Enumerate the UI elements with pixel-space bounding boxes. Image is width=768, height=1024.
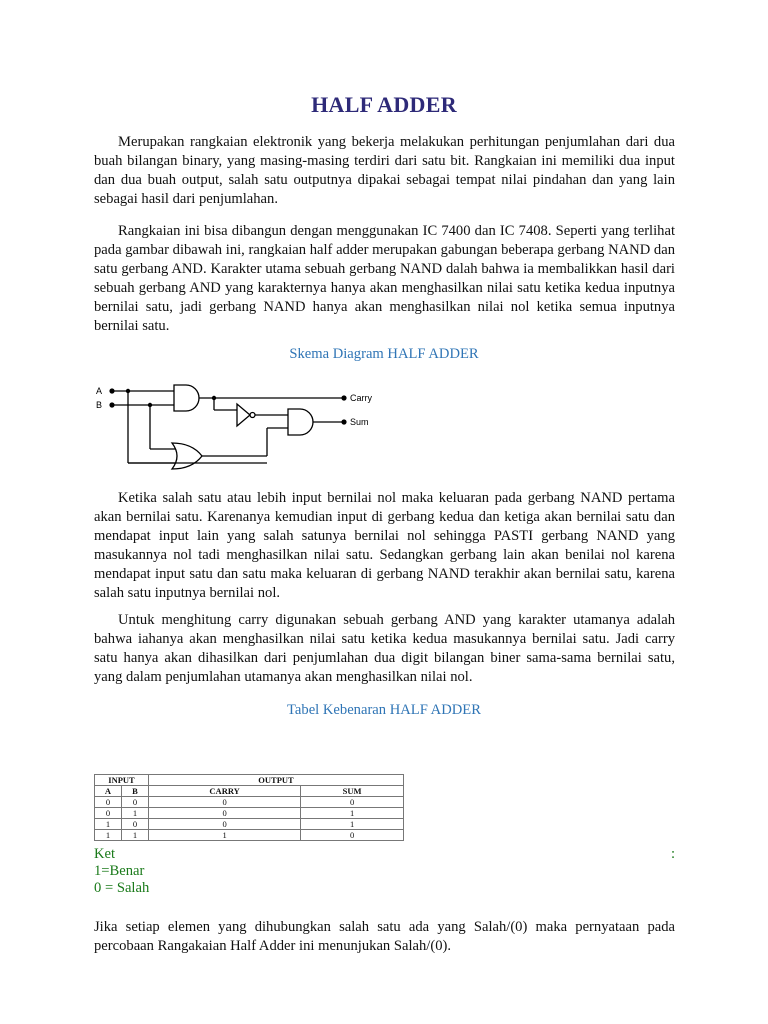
table-row: 1 1 1 0 [95, 830, 404, 841]
or-gate [172, 443, 202, 469]
label-sum: Sum [350, 417, 369, 427]
table-caption: Tabel Kebenaran HALF ADDER [287, 702, 481, 718]
table-row: 0 1 0 1 [95, 808, 404, 819]
truth-table [94, 774, 404, 841]
node-b [109, 402, 114, 407]
col-b: B [122, 786, 149, 797]
header-output: OUTPUT [149, 775, 404, 786]
col-a: A [95, 786, 122, 797]
table-row: 0 0 0 0 [95, 797, 404, 808]
legend-colon: : [670, 846, 675, 862]
label-a: A [96, 386, 103, 396]
and-gate-top [174, 385, 199, 411]
paragraph-ic: Rangkaian ini bisa dibangun dengan menggunakan IC 7400 dan IC 7408. Seperti yang terlihat pada gambar dibawah ini, rangkaian half adder merupakan gabungan beberapa gerbang NAND dan satu gerbang AND. Karakter utama sebuah gerbang NAND dalah bahwa ia membalikkan hasil dari sebuah gerbang AND yang karakternya hanya akan menghasilkan nilai satu ketika kedua inputnya bernilai satu, jadi gerbang NAND hanya akan menghasilkan nilai nol ketika semua inputnya bernilai satu. [94, 223, 675, 334]
diagram-caption: Skema Diagram HALF ADDER [289, 346, 479, 362]
paragraph-nand: Ketika salah satu atau lebih input bernilai nol maka keluaran pada gerbang NAND pertama akan bernilai satu. Karenanya kemudian input di gerbang kedua dan ketiga akan bernilai satu dan mendapat input lain yang salah satunya bernilai nol sehingga PASTI gerbang NAND yang masukannya nol tadi menghasilkan nilai satu. Sedangkan gerbang lain akan benilai nol karena mendapat input satu dan satu maka keluaran di gerbang NAND terakhir akan bernilai satu, karena salah satu inputnya bernilai nol. [94, 490, 675, 601]
col-sum: SUM [301, 786, 404, 797]
table-row: 1 0 0 1 [95, 819, 404, 830]
legend-benar: 1=Benar [94, 863, 145, 879]
header-input: INPUT [95, 775, 149, 786]
not-gate [237, 404, 250, 426]
node-a [109, 388, 114, 393]
legend [94, 846, 675, 897]
paragraph-carry: Untuk menghitung carry digunakan sebuah gerbang AND yang karakter utamanya adalah bahwa iahanya akan menghasilkan nilai satu ketika kedua masukannya bernilai satu. Jadi carry satu hanya akan dihasilkan dari penjumlahan dua digit bilangan biner sama-sama bernilai satu, yang dalam penjumlahan utamanya akan menghasilkan nilai nol. [94, 612, 675, 685]
label-b: B [96, 400, 103, 410]
paragraph-conclusion: Jika setiap elemen yang dihubungkan salah satu ada yang Salah/(0) maka pernyataan pada percobaan Rangakaian Half Adder ini menunjukan Salah/(0). [94, 919, 675, 954]
legend-salah: 0 = Salah [94, 880, 150, 896]
and-gate-sum [288, 409, 313, 435]
half-adder-diagram [92, 380, 392, 472]
page-title: HALF ADDER [311, 92, 457, 117]
node-sum [341, 419, 346, 424]
legend-ket: Ket [94, 846, 116, 862]
col-carry: CARRY [149, 786, 301, 797]
paragraph-intro: Merupakan rangkaian elektronik yang bekerja melakukan perhitungan penjumlahan dari dua buah bilangan binary, yang masing-masing terdiri dari satu bit. Rangkaian ini memiliki dua input dan dua buah output, salah satu outputnya dipakai sebagai tempat nilai pindahan dan yang lain sebagai hasil dari penjumlahan. [94, 134, 675, 207]
node-carry [341, 395, 346, 400]
label-carry: Carry [350, 393, 372, 403]
